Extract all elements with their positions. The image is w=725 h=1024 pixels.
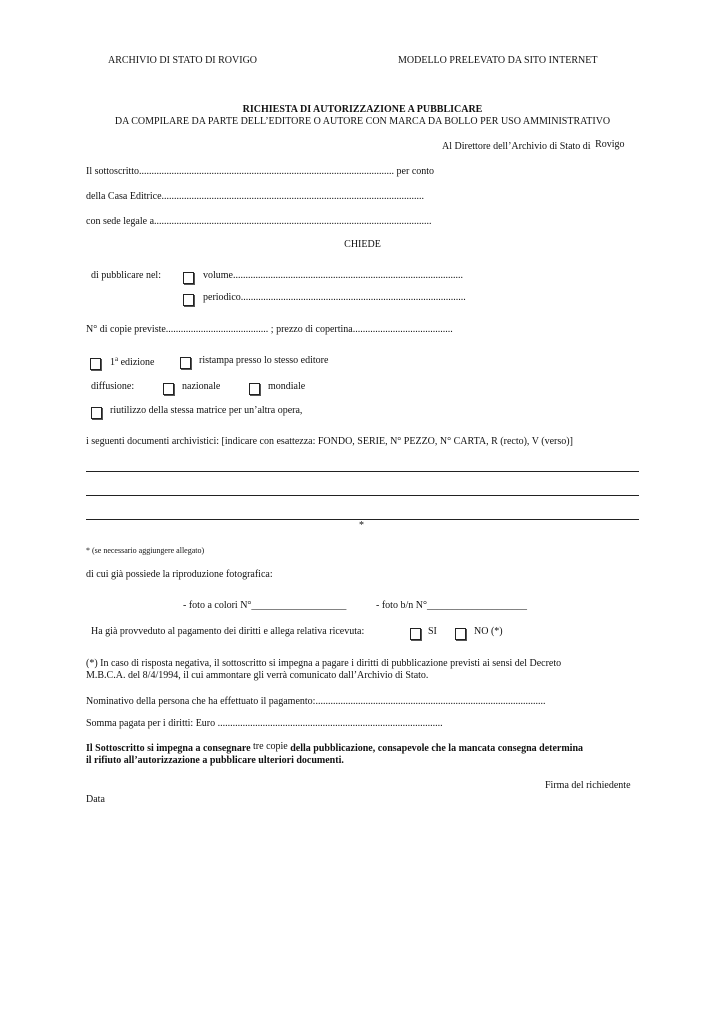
world-label: mondiale xyxy=(268,381,306,392)
payer-field[interactable]: Nominativo della persona che ha effettuato il pagamento:............................................................................................ xyxy=(86,696,546,707)
reuse-label: riutilizzo della stessa matrice per un’altra opera, xyxy=(110,405,303,416)
payment-no-checkbox[interactable] xyxy=(455,628,466,640)
payment-yes-checkbox[interactable] xyxy=(410,628,421,640)
date-label: Data xyxy=(86,794,105,805)
volume-checkbox[interactable] xyxy=(183,272,194,284)
addressee-city: Rovigo xyxy=(595,139,625,150)
casa-editrice-field[interactable]: della Casa Editrice......................................................................................................... xyxy=(86,191,425,202)
sottoscritto-field[interactable]: Il sottoscritto...................................................................................................... per conto xyxy=(86,166,435,177)
publish-label: di pubblicare nel: xyxy=(91,270,161,281)
attachment-note: * (se necessario aggiungere allegato) xyxy=(86,546,205,555)
negative-note-line1: (*) In caso di risposta negativa, il sottoscritto si impegna a pagare i diritti di pubblicazione previsti ai sensi del Decreto xyxy=(86,658,562,669)
form-title: RICHIESTA DI AUTORIZZAZIONE A PUBBLICARE xyxy=(242,104,483,115)
reprint-label: ristampa presso lo stesso editore xyxy=(199,355,329,366)
negative-note-line2: M.B.C.A. del 8/4/1994, il cui ammontare gli verrà comunicato dall’Archivio di Stato. xyxy=(86,670,429,681)
periodico-checkbox[interactable] xyxy=(183,294,194,306)
documents-line-1[interactable] xyxy=(86,471,639,472)
commitment-line2: il rifiuto all’autorizzazione a pubblicare ulteriori documenti. xyxy=(86,755,344,766)
volume-field[interactable]: volume............................................................................................ xyxy=(203,270,463,281)
addressee-text: Al Direttore dell’Archivio di Stato di xyxy=(442,141,591,152)
photo-intro: di cui già possiede la riproduzione fotografica: xyxy=(86,569,273,580)
reuse-checkbox[interactable] xyxy=(91,407,102,419)
national-label: nazionale xyxy=(182,381,221,392)
first-edition-checkbox[interactable] xyxy=(90,358,101,370)
diffusion-label: diffusione: xyxy=(91,381,135,392)
payment-question: Ha già provveduto al pagamento dei diritti e allega relativa ricevuta: xyxy=(91,626,365,637)
asterisk-mark: * xyxy=(359,520,364,531)
payment-no-label: NO (*) xyxy=(474,626,503,637)
national-checkbox[interactable] xyxy=(163,383,174,395)
addressee xyxy=(442,141,625,152)
payment-yes-label: SI xyxy=(428,626,437,637)
copies-price-field[interactable]: N° di copie previste......................................... ; prezzo di copertina........................................ xyxy=(86,324,453,335)
first-edition-label: 1$^a$ edizione xyxy=(110,355,155,368)
reprint-checkbox[interactable] xyxy=(180,357,191,369)
commitment-line1: Il Sottoscritto si impegna a consegnare tre copie della pubblicazione, consapevole che la mancata consegna determina xyxy=(86,741,584,754)
bw-photo-field[interactable]: - foto b/n N°____________________ xyxy=(376,600,527,611)
color-photo-field[interactable]: - foto a colori N°___________________ xyxy=(183,600,347,611)
sede-legale-field[interactable]: con sede legale a............................................................................................................... xyxy=(86,216,432,227)
amount-field[interactable]: Somma pagata per i diritti: Euro .......................................................................................... xyxy=(86,718,443,729)
commitment-copies: tre copie xyxy=(253,741,288,752)
documents-label: i seguenti documenti archivistici: [indicare con esattezza: FONDO, SERIE, N° PEZZO, N° CARTA, R (recto), V (verso)] xyxy=(86,436,573,447)
signature-label: Firma del richiedente xyxy=(545,780,631,791)
periodico-field[interactable]: periodico.......................................................................................... xyxy=(203,292,466,303)
header-left: ARCHIVIO DI STATO DI ROVIGO xyxy=(108,55,258,66)
documents-line-2[interactable] xyxy=(86,495,639,496)
world-checkbox[interactable] xyxy=(249,383,260,395)
form-subtitle: DA COMPILARE DA PARTE DELL’EDITORE O AUTORE CON MARCA DA BOLLO PER USO AMMINISTRATIVO xyxy=(114,116,611,127)
header-right: MODELLO PRELEVATO DA SITO INTERNET xyxy=(398,55,598,66)
chiede-heading: CHIEDE xyxy=(344,239,381,250)
